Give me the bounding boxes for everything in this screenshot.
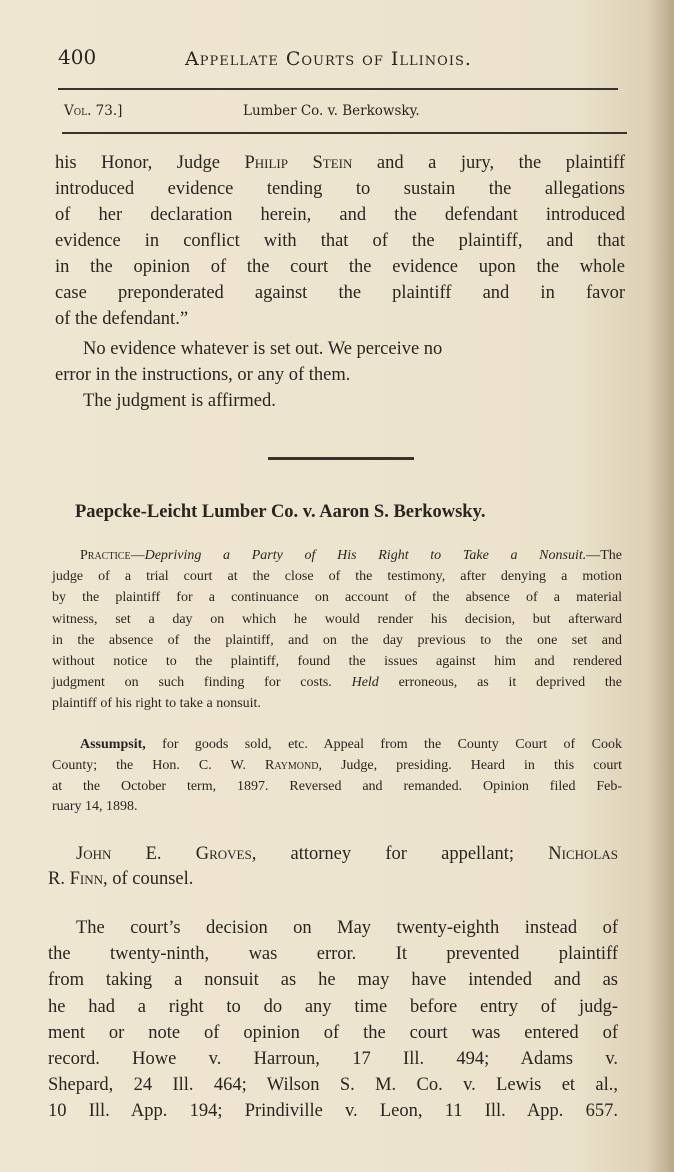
text-segment: erroneous, as it deprived the <box>378 675 622 691</box>
text-segment: record. Howe v. Harroun, 17 Ill. 494; Adams v. <box>48 1049 618 1070</box>
header-rule <box>58 88 618 90</box>
running-head: Lumber Co. v. Berkowsky. <box>243 103 420 119</box>
text-line <box>55 228 625 254</box>
text-line <box>48 941 618 967</box>
text-line <box>52 651 622 672</box>
text-segment: Philip Stein <box>244 153 353 173</box>
text-line <box>55 280 625 306</box>
case-title: Paepcke-Leicht Lumber Co. v. Aaron S. Berkowsky. <box>75 502 486 522</box>
text-line <box>48 1072 618 1098</box>
page-number: 400 <box>58 45 97 69</box>
text-line <box>52 630 622 651</box>
text-line <box>48 915 618 941</box>
text-segment: —The <box>586 548 622 563</box>
text-segment: Assumpsit, <box>80 737 146 752</box>
text-segment: , attorney for appellant; <box>251 844 549 864</box>
text-line <box>55 336 625 362</box>
text-segment: Nicholas <box>548 844 618 864</box>
text-segment: plaintiff of his right to take a nonsuit. <box>52 696 261 712</box>
headnote <box>52 545 622 715</box>
text-segment: The judgment is affirmed. <box>83 391 276 411</box>
text-segment: in the opinion of the court the evidence upon the whole <box>55 257 625 277</box>
text-line <box>52 566 622 587</box>
text-segment: Held <box>351 675 379 691</box>
text-line <box>55 254 625 280</box>
text-segment: he had a right to do any time before entry of judg- <box>48 996 618 1017</box>
text-line <box>55 306 625 332</box>
text-segment: from taking a nonsuit as he may have intended and as <box>48 970 618 991</box>
opinion-conclusion <box>55 336 625 414</box>
text-segment: his Honor, Judge <box>55 153 245 173</box>
text-segment: — <box>130 548 145 563</box>
text-line <box>52 797 622 818</box>
text-line <box>48 867 618 892</box>
text-line <box>48 967 618 993</box>
counsel <box>48 842 618 892</box>
text-segment: judge of a trial court at the close of the testimony, after denying a motion <box>52 569 622 585</box>
text-segment: at the October term, 1897. Reversed and remanded. Opinion filed Feb- <box>52 778 622 794</box>
text-segment: by the plaintiff for a continuance on account of the absence of a material <box>52 590 622 606</box>
text-segment: of her declaration herein, and the defendant introduced <box>55 205 625 225</box>
text-line <box>52 735 622 756</box>
text-segment: 10 Ill. App. 194; Prindiville v. Leon, 11 Ill. App. 657. <box>48 1101 618 1122</box>
text-segment: R. Finn <box>48 869 103 889</box>
text-segment: judgment on such finding for costs. <box>52 675 352 691</box>
text-segment: witness, set a day on which he would render his decision, but afterward <box>52 611 622 627</box>
text-segment: the twenty-ninth, was error. It prevented plaintiff <box>48 944 618 965</box>
text-segment: Raymond <box>265 757 319 773</box>
text-segment: without notice to the plaintiff, found the issues against him and rendered <box>52 654 622 670</box>
text-segment: Practice <box>80 548 131 563</box>
text-line <box>52 777 622 798</box>
text-line <box>48 1020 618 1046</box>
text-line <box>52 587 622 608</box>
text-segment: Depriving a Party of His Right to Take a Nonsuit. <box>144 548 587 563</box>
text-segment: , of counsel. <box>102 869 194 889</box>
text-segment: case preponderated against the plaintiff and in favor <box>55 283 625 303</box>
text-line <box>55 388 625 414</box>
case-summary <box>52 735 622 818</box>
text-line <box>48 1098 618 1124</box>
text-segment: John E. Groves <box>76 844 252 864</box>
text-line <box>52 693 622 714</box>
text-line <box>55 150 625 176</box>
text-line <box>48 1046 618 1072</box>
text-line <box>52 609 622 630</box>
text-segment: ment or note of opinion of the court was entered of <box>48 1022 618 1043</box>
text-segment: County; the Hon. C. W. <box>52 757 266 773</box>
text-segment: ruary 14, 1898. <box>52 799 138 815</box>
volume-label: Vol. 73.] <box>64 103 123 119</box>
text-segment: in the absence of the plaintiff, and on the day previous to the one set and <box>52 632 622 648</box>
text-segment: and a jury, the plaintiff <box>352 153 625 173</box>
text-segment: , Judge, presiding. Heard in this court <box>318 757 622 773</box>
text-line <box>48 842 618 867</box>
text-line <box>52 756 622 777</box>
text-line <box>52 545 622 566</box>
header-rule-lower <box>62 132 627 134</box>
text-line <box>55 176 625 202</box>
text-line <box>48 994 618 1020</box>
text-segment: of the defendant.” <box>55 309 189 329</box>
text-segment: The court’s decision on May twenty-eighth instead of <box>76 918 618 938</box>
text-line <box>52 672 622 693</box>
text-line <box>55 202 625 228</box>
text-segment: error in the instructions, or any of them. <box>55 365 351 385</box>
text-line <box>55 362 625 388</box>
text-segment: for goods sold, etc. Appeal from the County Court of Cook <box>145 737 622 752</box>
opinion-paragraph-end <box>55 150 625 332</box>
text-segment: introduced evidence tending to sustain the allegations <box>55 179 625 199</box>
text-segment: No evidence whatever is set out. We perceive no <box>83 339 443 359</box>
section-divider <box>268 457 414 460</box>
text-segment: Shepard, 24 Ill. 464; Wilson S. M. Co. v. Lewis et al., <box>48 1075 618 1096</box>
opinion-text <box>48 915 618 1125</box>
page-header-title: Appellate Courts of Illinois. <box>185 48 472 70</box>
text-segment: evidence in conflict with that of the plaintiff, and that <box>55 231 625 251</box>
